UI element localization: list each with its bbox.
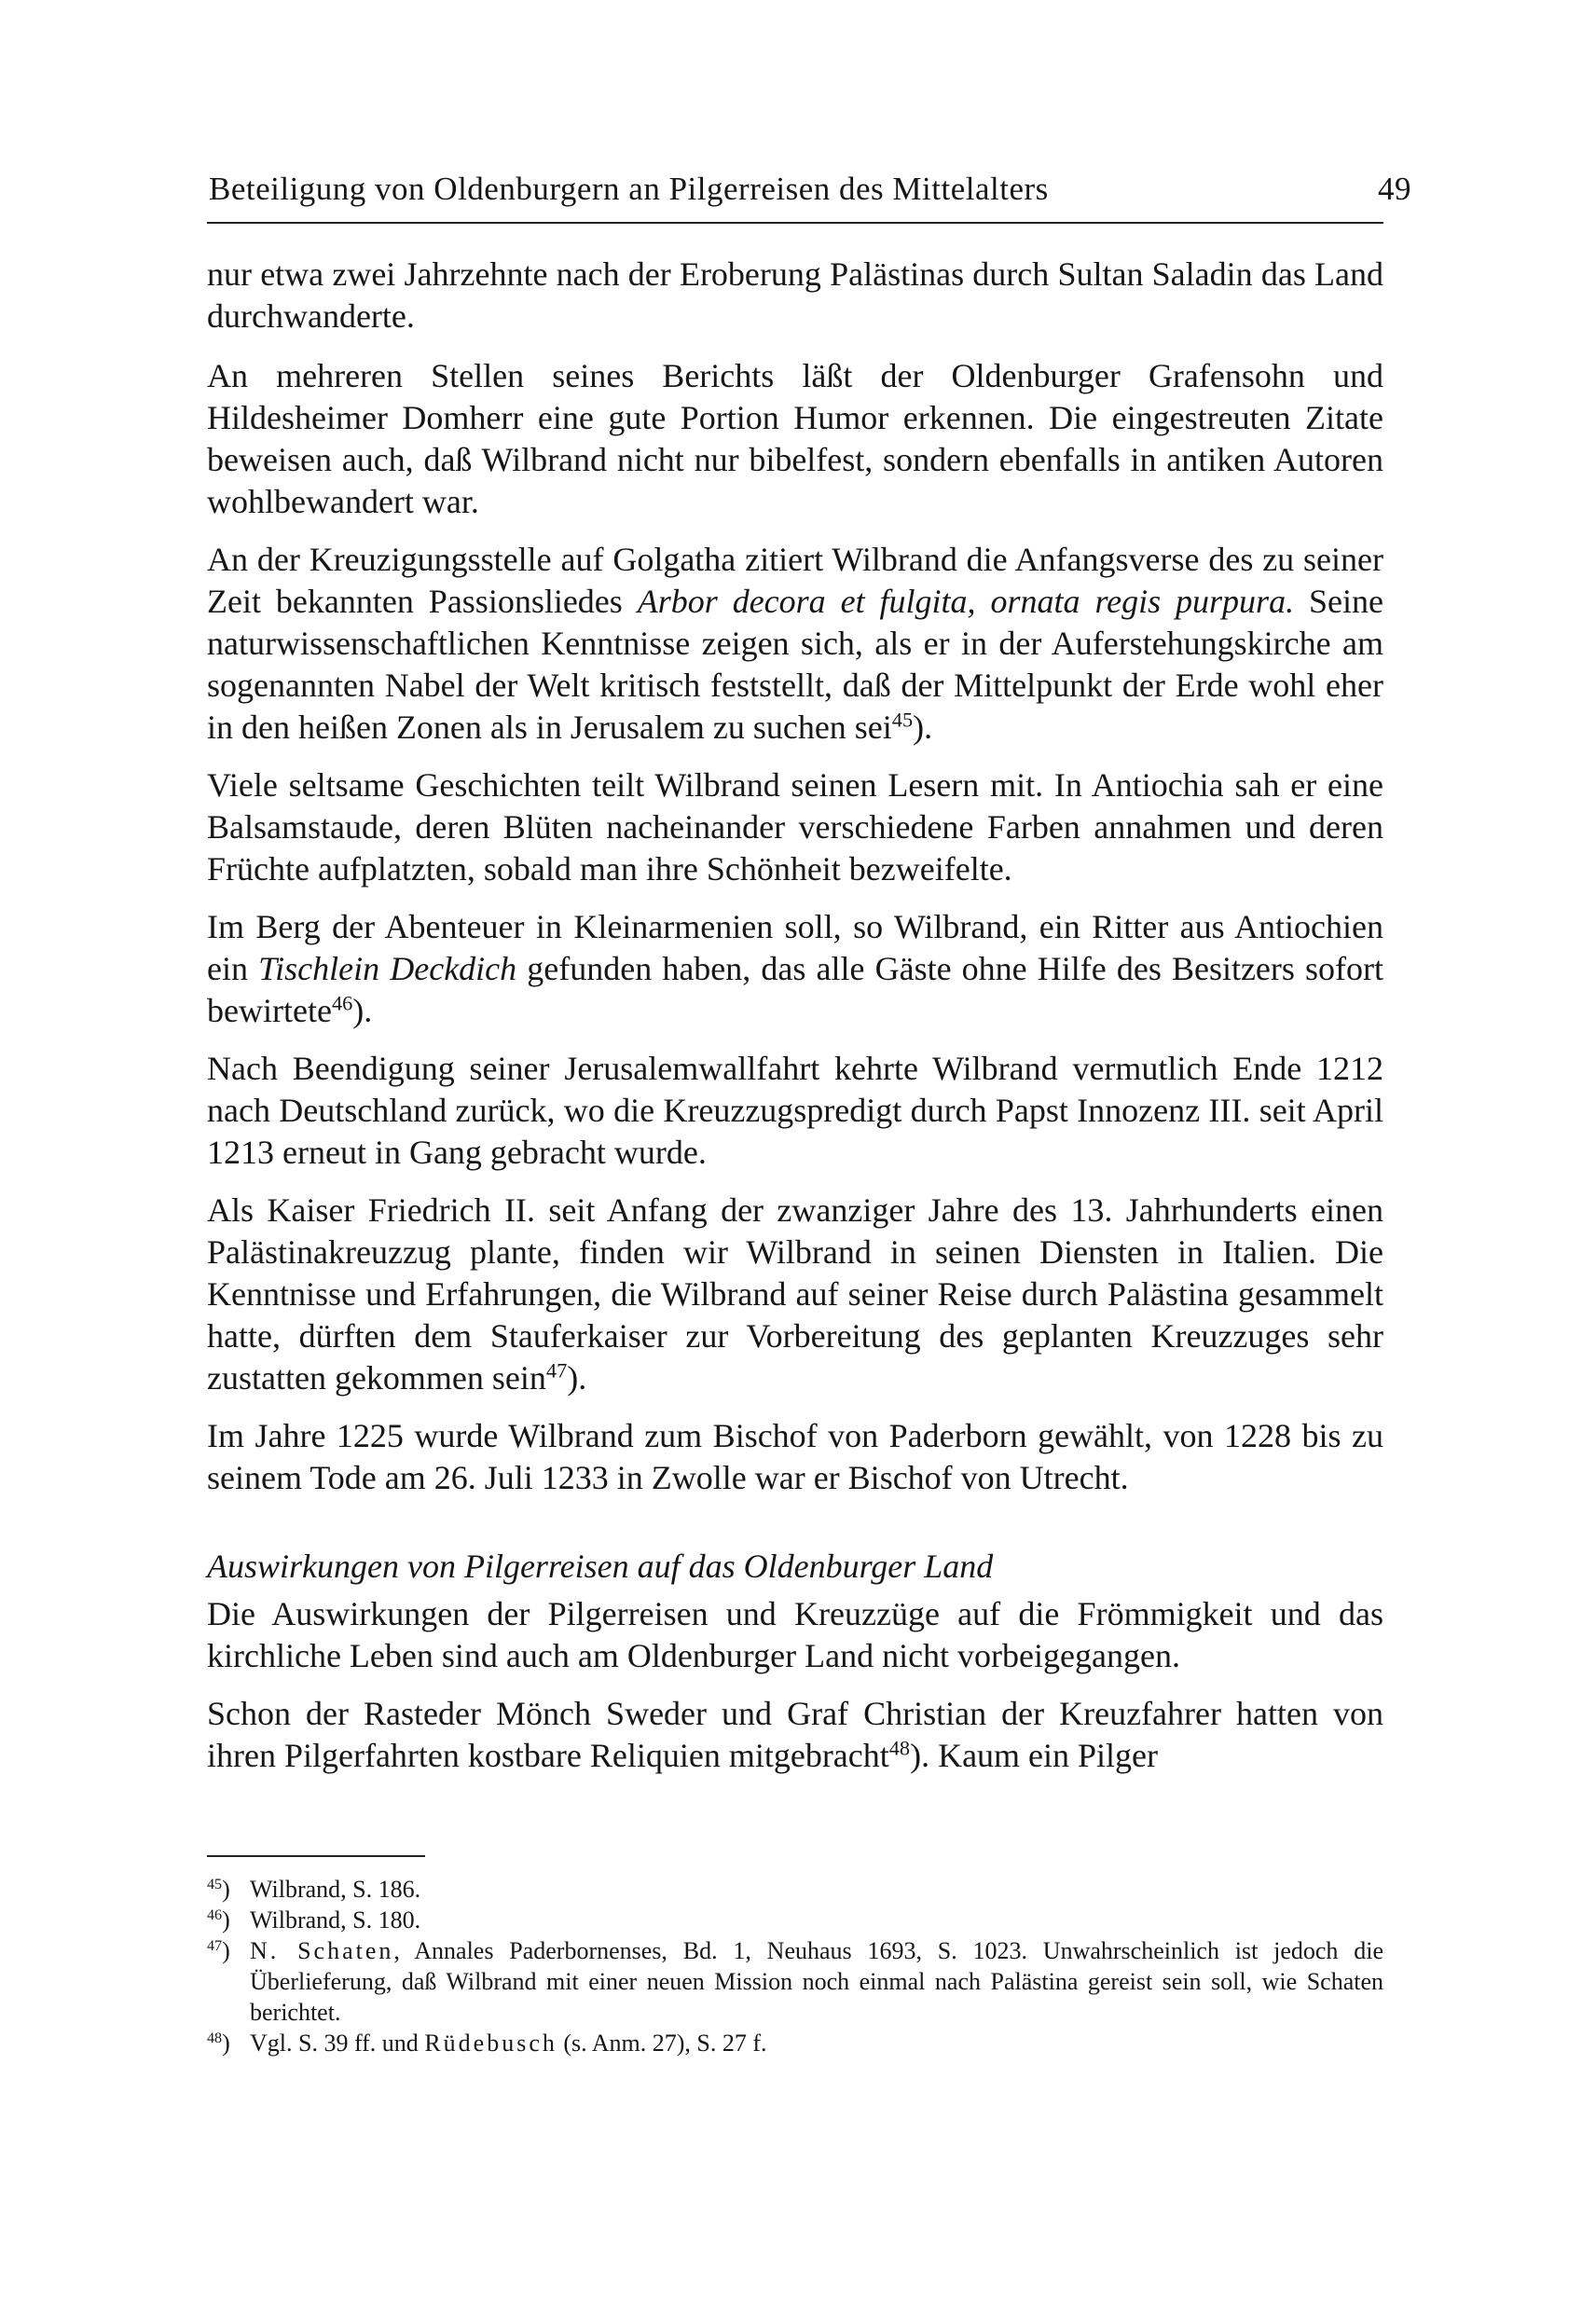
- paragraph-10-text-a: Schon der Rasteder Mönch Sweder und Graf Christian der Kreuzfahrer hatten von ihren Pilgerfahrten kostbare Reliquien mitgebracht: [207, 1695, 1383, 1774]
- paragraph-8: Im Jahre 1225 wurde Wilbrand zum Bischof von Paderborn gewählt, von 1228 bis zu seinem Tode am 26. Juli 1233 in Zwolle war er Bischof von Utrecht.: [207, 1417, 1383, 1496]
- paragraph-7: [207, 1190, 1383, 1399]
- footnote-ref-47[interactable]: 47: [545, 1358, 568, 1383]
- paragraph-7-text-a: Als Kaiser Friedrich II. seit Anfang der zwanziger Jahre des 13. Jahrhunderts einen Palästinakreuzzug plante, finden wir Wilbrand in seinen Diensten in Italien. Die Kenntnisse und Erfahrungen, die Wilbrand auf seiner Reise durch Palästina gesammelt hatte, dürften dem Stauferkaiser zur Vorbereitung des geplanten Kreuzzuges sehr zustatten gekommen sein: [207, 1191, 1383, 1397]
- footnote-mark: $^{47}$): [207, 1937, 230, 1964]
- footnote-text: Wilbrand, S. 186.: [250, 1876, 421, 1903]
- paragraph-10-text-b: ). Kaum ein Pilger: [910, 1737, 1159, 1774]
- footnote-text: Wilbrand, S. 180.: [250, 1906, 421, 1934]
- paragraph-5-text-a: Im Berg der Abenteuer in Kleinarmenien soll, so Wilbrand, ein Ritter aus Antiochien ein: [207, 908, 1383, 987]
- footnote-author: Rüdebusch: [424, 2030, 557, 2057]
- footnote-45: [207, 1874, 1383, 1905]
- paragraph-3-text-b: Seine naturwissenschaftlichen Kenntnisse zeigen sich, als er in der Auferstehungskirche am sogenannten Nabel der Welt kritisch feststellt, daß der Mittelpunkt der Erde wohl eher in den heißen Zonen als in Jerusalem zu suchen sei: [207, 583, 1384, 746]
- paragraph-7-text-c: ).: [567, 1359, 587, 1397]
- footnote-ref-48[interactable]: 48: [888, 1736, 911, 1760]
- paragraph-3-text-a: An der Kreuzigungsstelle auf Golgatha zitiert Wilbrand die Anfangsverse des zu seiner Zeit bekannten Passionsliedes: [207, 541, 1383, 620]
- footnotes: [207, 1874, 1383, 2058]
- paragraph-4: Viele seltsame Geschichten teilt Wilbrand seinen Lesern mit. In Antiochia sah er eine Balsamstaude, deren Blüten nacheinander verschiedene Farben annahmen und deren Früchte aufplatzten, sobald man ihre Schönheit bezweifelte.: [207, 766, 1383, 888]
- footnote-author: N. Schaten: [250, 1937, 394, 1964]
- page-number: 49: [1378, 171, 1411, 207]
- paragraph-5: [207, 906, 1383, 1032]
- footnote-text: N. Schaten, Annales Paderbornenses, Bd. 1, Neuhaus 1693, S. 1023. Unwahrscheinlich ist jedoch die Überlieferung, daß Wilbrand mit einer neuen Mission noch einmal nach Palästina gereist sein soll, wie Schaten berichtet.: [250, 1937, 1383, 2026]
- paragraph-1: nur etwa zwei Jahrzehnte nach der Eroberung Palästinas durch Sultan Saladin das Land durchwanderte.: [207, 255, 1383, 335]
- footnote-mark: $^{46}$): [207, 1906, 230, 1934]
- paragraph-3: [207, 539, 1383, 749]
- paragraph-3-text-c: ).: [913, 709, 933, 746]
- footnote-text: Vgl. S. 39 ff. und Rüdebusch (s. Anm. 27), S. 27 f.: [250, 2030, 767, 2057]
- running-head: [209, 170, 1411, 209]
- footnote-48: [207, 2028, 1383, 2058]
- footnote-46: [207, 1905, 1383, 1935]
- paragraph-9: Die Auswirkungen der Pilgerreisen und Kreuzzüge auf die Frömmigkeit und das kirchliche Leben sind auch am Oldenburger Land nicht vorbeigegangen.: [207, 1595, 1383, 1674]
- footnote-mark: $^{45}$): [207, 1876, 230, 1903]
- footnote-rule: [207, 1855, 425, 1857]
- footnote-47: [207, 1935, 1383, 2028]
- hymn-title: Arbor decora et fulgita, ornata regis purpura.: [637, 583, 1295, 620]
- footnote-ref-46[interactable]: 46: [331, 991, 353, 1015]
- paragraph-10: [207, 1693, 1383, 1777]
- paragraph-6: Nach Beendigung seiner Jerusalemwallfahrt kehrte Wilbrand vermutlich Ende 1212 nach Deutschland zurück, wo die Kreuzzugspredigt durch Papst Innozenz III. seit April 1213 erneut in Gang gebracht wurde.: [207, 1050, 1383, 1171]
- paragraph-5-text-b: gefunden haben, das alle Gäste ohne Hilfe des Besitzers sofort bewirtete: [207, 950, 1384, 1029]
- paragraph-5-text-c: ).: [352, 992, 373, 1029]
- header-rule: [207, 222, 1383, 224]
- paragraph-2: An mehreren Stellen seines Berichts läßt der Oldenburger Grafensohn und Hildesheimer Domherr eine gute Portion Humor erkennen. Die eingestreuten Zitate beweisen auch, daß Wilbrand nicht nur bibelfest, sondern ebenfalls in antiken Autoren wohlbewandert war.: [207, 357, 1383, 520]
- section-heading: Auswirkungen von Pilgerreisen auf das Oldenburger Land: [207, 1548, 994, 1585]
- footnote-mark: $^{48}$): [207, 2030, 230, 2057]
- tischlein-deckdich: Tischlein Deckdich: [258, 950, 517, 987]
- footnote-ref-45[interactable]: 45: [891, 708, 914, 732]
- running-title: Beteiligung von Oldenburgern an Pilgerreisen des Mittelalters: [209, 171, 1049, 207]
- body-text: [207, 254, 1383, 1793]
